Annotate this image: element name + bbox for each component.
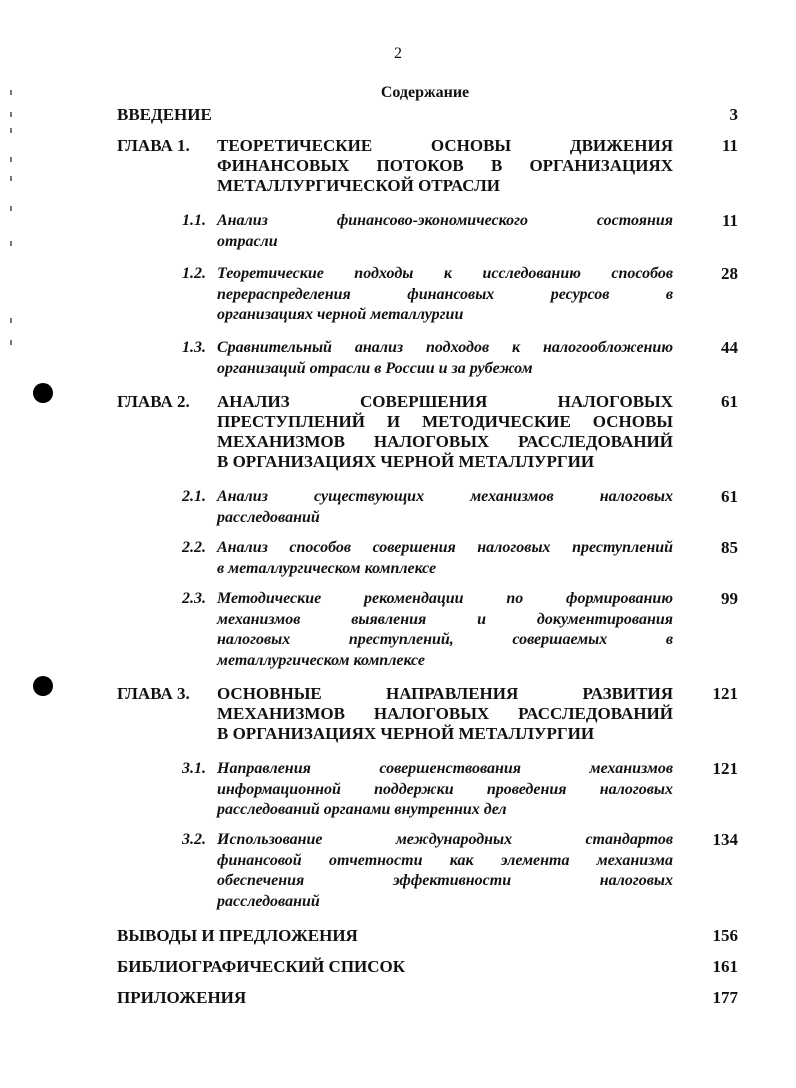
section-page: 134 (712, 830, 738, 849)
section-page: 44 (721, 338, 738, 357)
toc-section-1-2[interactable] (0, 264, 796, 326)
chapter-title-line: ПРЕСТУПЛЕНИЙ И МЕТОДИЧЕСКИЕ ОСНОВЫ (217, 412, 673, 431)
scan-speck (10, 241, 12, 246)
toc-entry-label: БИБЛИОГРАФИЧЕСКИЙ СПИСОК (117, 957, 406, 976)
chapter-page: 61 (721, 392, 738, 411)
section-title-line: Анализ существующих механизмов налоговых (217, 488, 673, 505)
section-number: 2.3. (182, 590, 206, 607)
section-number: 1.3. (182, 339, 206, 356)
toc-chapter-3[interactable] (0, 684, 796, 746)
toc-section-2-1[interactable] (0, 487, 796, 529)
section-title-line: финансовой отчетности как элемента механизма (217, 851, 673, 869)
chapter-title-line: В ОРГАНИЗАЦИЯХ ЧЕРНОЙ МЕТАЛЛУРГИИ (217, 724, 595, 743)
section-page: 28 (721, 264, 738, 283)
section-title (217, 338, 673, 379)
chapter-title-line: МЕХАНИЗМОВ НАЛОГОВЫХ РАССЛЕДОВАНИЙ (217, 432, 673, 451)
toc-title: Содержание (380, 84, 470, 101)
toc-section-2-2[interactable] (0, 538, 796, 580)
section-number: 2.2. (182, 539, 206, 556)
section-title (217, 759, 673, 821)
section-title-line: обеспечения эффективности налоговых (217, 872, 673, 889)
section-title-line: Теоретические подходы к исследованию способов (217, 265, 673, 282)
chapter-label: ГЛАВА 3. (117, 684, 190, 703)
section-title-line: Сравнительный анализ подходов к налогообложению (217, 339, 673, 356)
toc-section-3-1[interactable] (0, 759, 796, 821)
section-page: 121 (712, 759, 738, 778)
section-title-line: металлургическом комплексе (217, 651, 425, 669)
section-title-line: в металлургическом комплексе (217, 559, 437, 577)
section-title-line: Использование международных стандартов (217, 831, 673, 848)
toc-entry-page: 161 (712, 957, 738, 976)
section-title (217, 830, 673, 912)
toc-entry-conclusions[interactable] (0, 926, 796, 948)
section-title-line: Анализ способов совершения налоговых преступлений (217, 539, 673, 556)
section-page: 11 (721, 211, 738, 230)
section-number: 3.2. (182, 831, 206, 848)
section-title-line: налоговых преступлений, совершаемых в (217, 631, 673, 648)
toc-section-1-1[interactable] (0, 211, 796, 253)
chapter-title-line: МЕТАЛЛУРГИЧЕСКОЙ ОТРАСЛИ (217, 176, 501, 195)
toc-entry-bibliography[interactable] (0, 957, 796, 979)
section-title-line: организаций отрасли в России и за рубежом (217, 359, 533, 377)
section-title-line: расследований (217, 508, 320, 526)
chapter-title (217, 684, 673, 744)
scan-speck (10, 340, 12, 345)
section-title (217, 538, 673, 579)
toc-entry-intro[interactable] (0, 105, 796, 127)
chapter-title-line: ФИНАНСОВЫХ ПОТОКОВ В ОРГАНИЗАЦИЯХ (217, 156, 673, 175)
section-title (217, 487, 673, 528)
section-title-line: информационной поддержки проведения налоговых (217, 780, 673, 798)
section-title-line: Направления совершенствования механизмов (217, 760, 673, 777)
toc-section-1-3[interactable] (0, 338, 796, 380)
chapter-page: 11 (721, 136, 738, 155)
toc-section-2-3[interactable] (0, 589, 796, 673)
chapter-label: ГЛАВА 2. (117, 392, 190, 411)
toc-entry-page: 3 (729, 105, 738, 124)
section-title-line: Методические рекомендации по формированию (217, 590, 673, 607)
chapter-title-line: В ОРГАНИЗАЦИЯХ ЧЕРНОЙ МЕТАЛЛУРГИИ (217, 452, 595, 471)
chapter-title-line: АНАЛИЗ СОВЕРШЕНИЯ НАЛОГОВЫХ (217, 392, 673, 411)
scan-speck (10, 112, 12, 117)
toc-section-3-2[interactable] (0, 830, 796, 914)
section-title (217, 264, 673, 326)
toc-entry-label: ВВЕДЕНИЕ (117, 105, 212, 124)
section-title-line: организациях черной металлургии (217, 306, 464, 323)
scan-speck (10, 157, 12, 162)
toc-entry-label: ВЫВОДЫ И ПРЕДЛОЖЕНИЯ (117, 926, 358, 945)
scan-speck (10, 176, 12, 181)
toc-entry-label: ПРИЛОЖЕНИЯ (117, 988, 247, 1007)
section-title-line: перераспределения финансовых ресурсов в (217, 285, 673, 303)
chapter-label: ГЛАВА 1. (117, 136, 190, 155)
section-title-line: отрасли (217, 232, 278, 250)
scan-speck (10, 206, 12, 211)
section-page: 85 (721, 538, 738, 557)
chapter-title-line: МЕХАНИЗМОВ НАЛОГОВЫХ РАССЛЕДОВАНИЙ (217, 704, 673, 723)
punch-hole-bottom (33, 676, 53, 696)
chapter-page: 121 (712, 684, 738, 703)
section-page: 99 (721, 589, 738, 608)
section-title-line: Анализ финансово-экономического состояния (217, 212, 673, 229)
chapter-title-line: ТЕОРЕТИЧЕСКИЕ ОСНОВЫ ДВИЖЕНИЯ (217, 136, 673, 155)
section-title (217, 211, 673, 252)
toc-chapter-1[interactable] (0, 136, 796, 198)
page-number: 2 (394, 45, 402, 62)
scan-speck (10, 128, 12, 133)
section-number: 1.1. (182, 212, 206, 229)
section-page: 61 (721, 487, 738, 506)
toc-entry-page: 177 (712, 988, 738, 1007)
section-title-line: расследований органами внутренних дел (217, 801, 507, 818)
toc-entry-page: 156 (712, 926, 738, 945)
punch-hole-top (33, 383, 53, 403)
section-title (217, 589, 673, 671)
section-number: 3.1. (182, 760, 206, 777)
chapter-title (217, 136, 673, 196)
section-number: 2.1. (182, 488, 206, 505)
toc-chapter-2[interactable] (0, 392, 796, 474)
scan-speck (10, 90, 12, 95)
toc-entry-appendices[interactable] (0, 988, 796, 1010)
section-title-line: механизмов выявления и документирования (217, 610, 673, 628)
chapter-title-line: ОСНОВНЫЕ НАПРАВЛЕНИЯ РАЗВИТИЯ (217, 684, 673, 703)
scan-speck (10, 318, 12, 323)
section-number: 1.2. (182, 265, 206, 282)
chapter-title (217, 392, 673, 472)
section-title-line: расследований (217, 892, 320, 910)
